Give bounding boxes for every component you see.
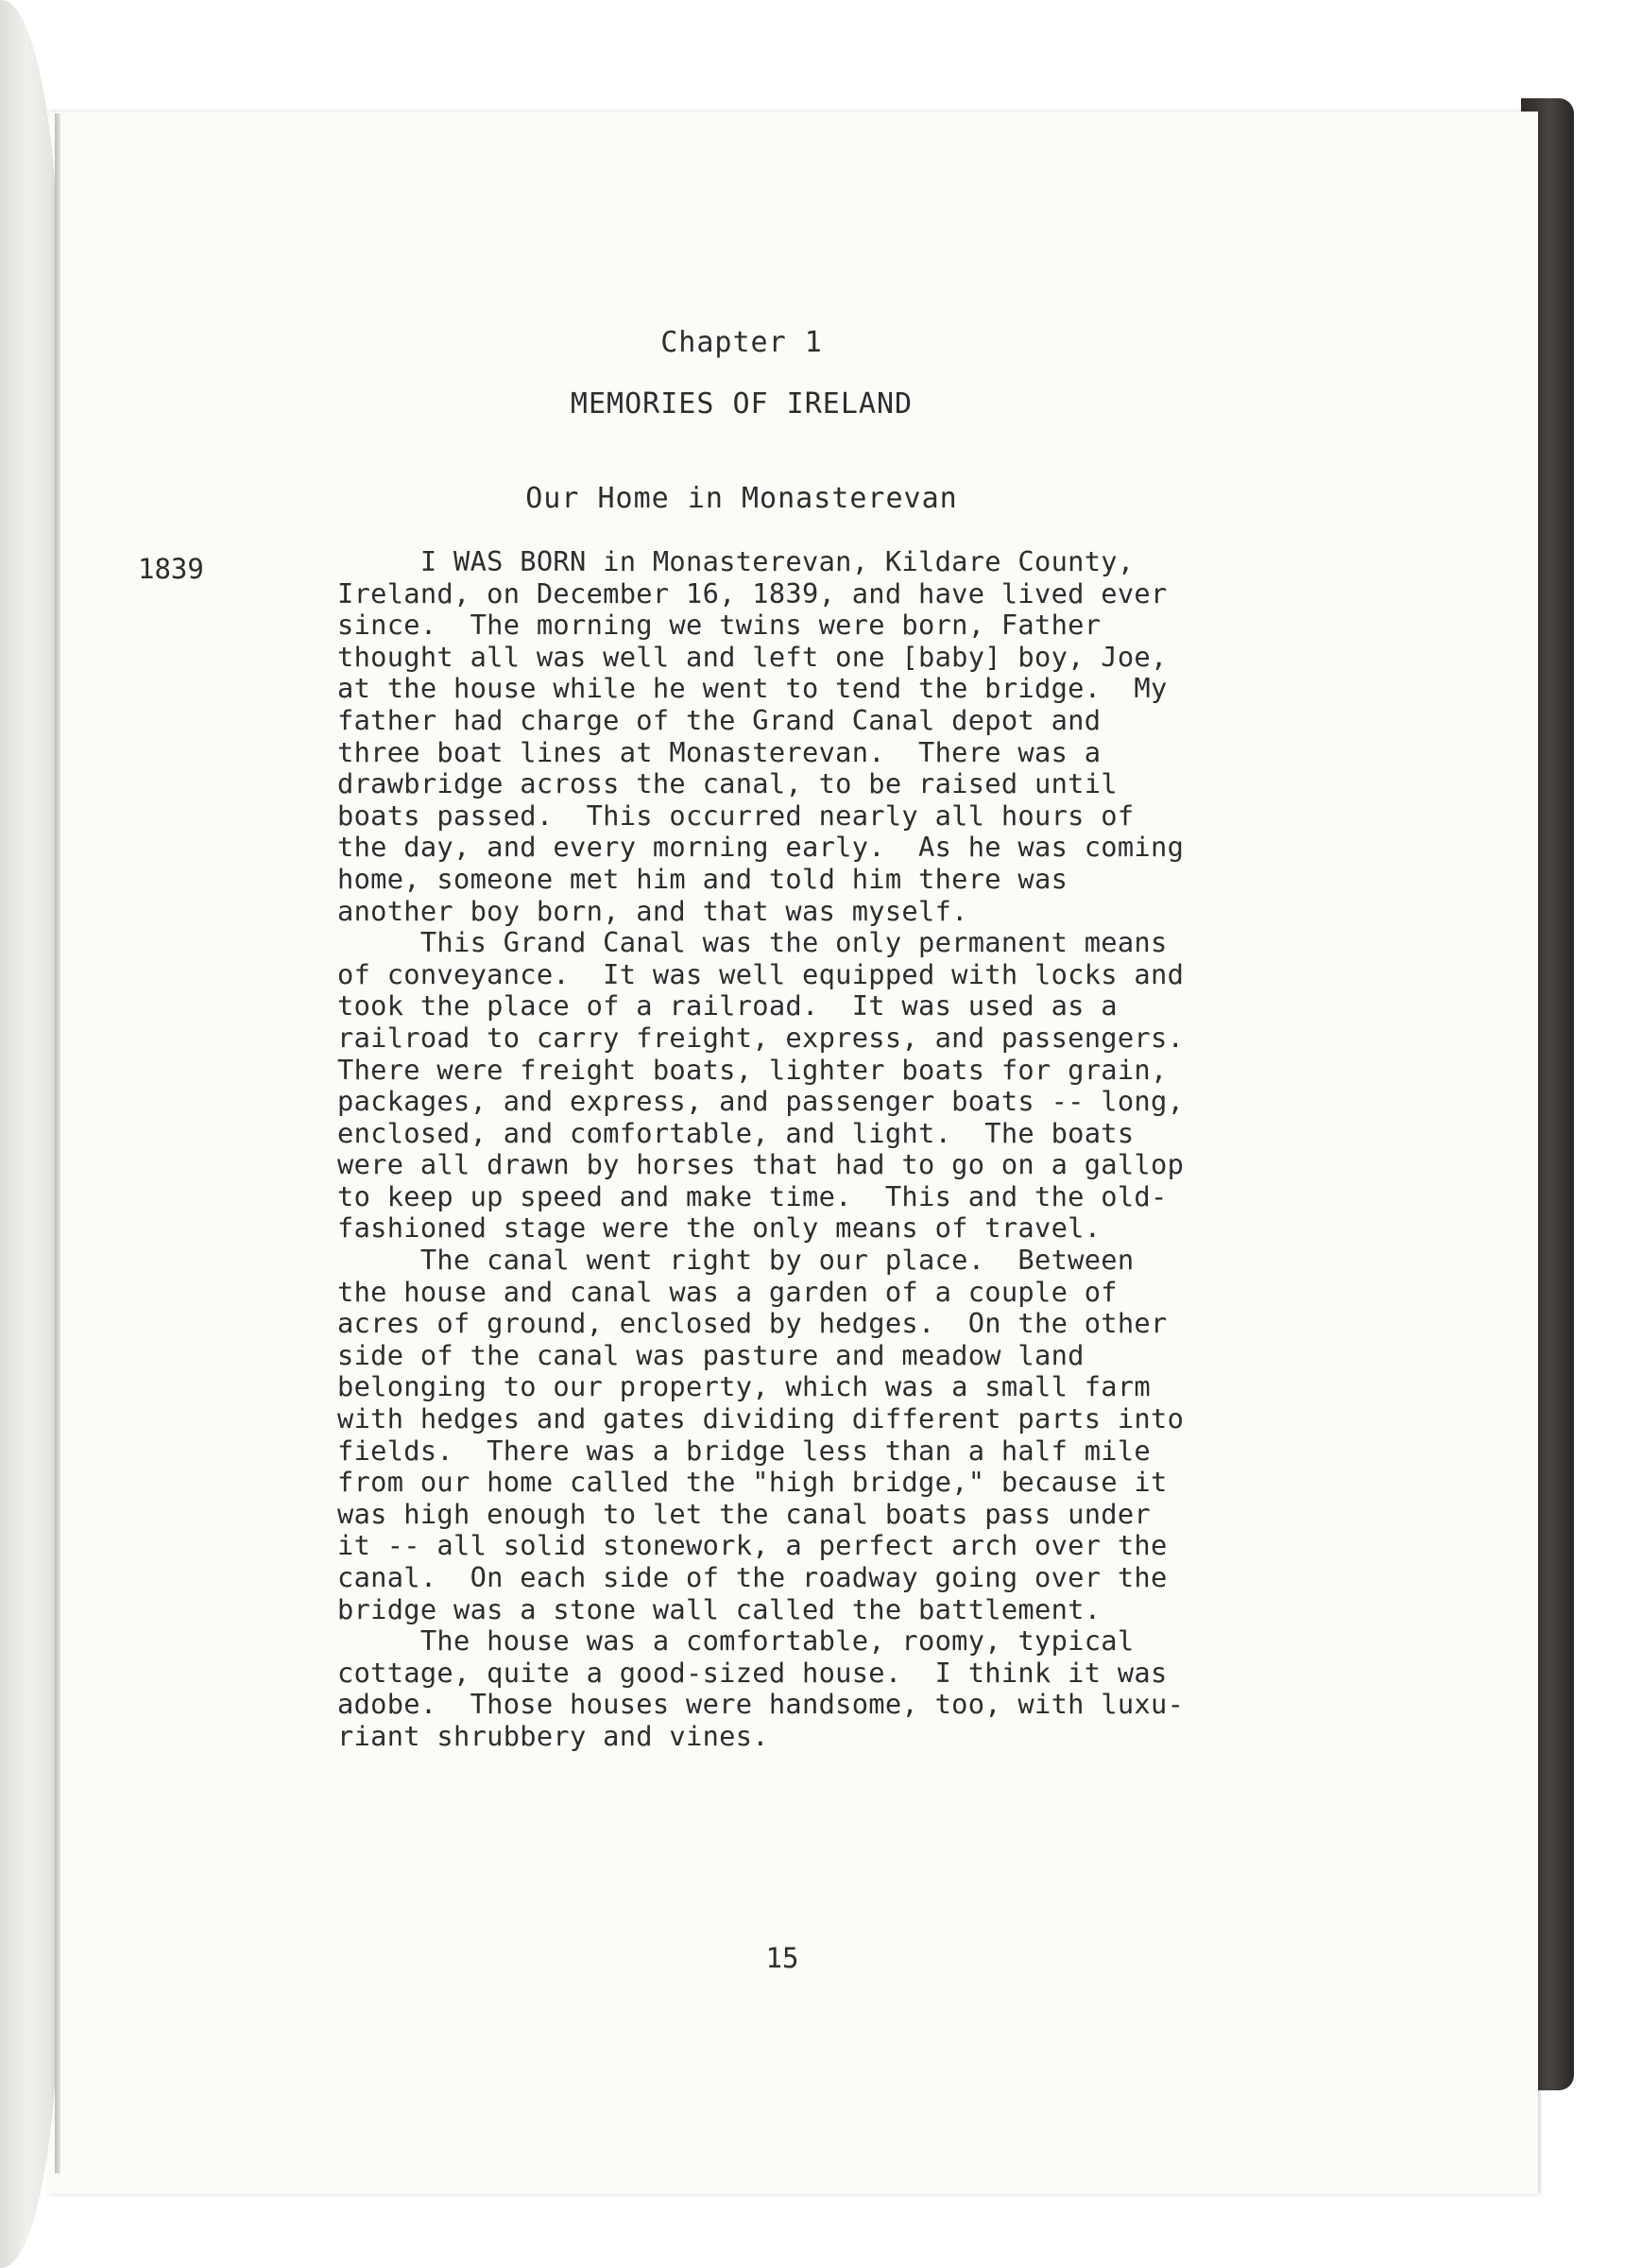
body-line: to keep up speed and make time. This and the old- [337, 1179, 1168, 1212]
body-line: The house was a comfortable, roomy, typical [337, 1624, 1135, 1658]
body-line: it -- all solid stonework, a perfect arch over the [337, 1529, 1168, 1562]
body-line: enclosed, and comfortable, and light. The boats [337, 1116, 1135, 1149]
body-line: belonging to our property, which was a small farm [337, 1370, 1151, 1403]
body-line: canal. On each side of the roadway going over the [337, 1561, 1168, 1593]
section-title: Our Home in Monasterevan [525, 482, 958, 515]
book-page [47, 112, 1538, 2194]
body-line: adobe. Those houses were handsome, too, with luxu- [337, 1688, 1185, 1721]
body-line: with hedges and gates dividing different parts into [337, 1402, 1185, 1435]
body-line: another boy born, and that was myself. [337, 894, 968, 927]
body-line: There were freight boats, lighter boats for grain, [337, 1053, 1168, 1086]
body-line: The canal went right by our place. Between [337, 1244, 1135, 1277]
body-line: fields. There was a bridge less than a half mile [337, 1434, 1151, 1467]
previous-page-edge [55, 113, 60, 2174]
body-line: Ireland, on December 16, 1839, and have lived ever [337, 576, 1168, 610]
body-line: acres of ground, enclosed by hedges. On the other [337, 1307, 1168, 1340]
body-line: fashioned stage were the only means of travel. [337, 1211, 1102, 1245]
page-number: 15 [765, 1942, 799, 1974]
body-line: side of the canal was pasture and meadow land [337, 1338, 1085, 1371]
body-line: took the place of a railroad. It was used as a [337, 989, 1118, 1022]
body-line: bridge was a stone wall called the battlement. [337, 1592, 1102, 1625]
body-text [337, 546, 1184, 1753]
body-line: boats passed. This occurred nearly all hours of [337, 799, 1135, 832]
margin-year-note: 1839 [138, 553, 204, 585]
body-line: three boat lines at Monasterevan. There was a [337, 735, 1102, 768]
body-line: thought all was well and left one [baby] boy, Joe, [337, 640, 1168, 673]
body-line: packages, and express, and passenger boats -- long, [337, 1085, 1185, 1118]
body-line: riant shrubbery and vines. [337, 1719, 769, 1752]
body-line: cottage, quite a good-sized house. I think it was [337, 1656, 1168, 1689]
previous-page-curl [0, 0, 59, 2268]
body-line: the house and canal was a garden of a couple of [337, 1275, 1118, 1308]
body-line: of conveyance. It was well equipped with locks and [337, 957, 1185, 990]
body-line: the day, and every morning early. As he was coming [337, 831, 1185, 864]
body-line: This Grand Canal was the only permanent means [337, 926, 1168, 959]
body-line: at the house while he went to tend the bridge. My [337, 672, 1168, 705]
body-line: from our home called the "high bridge," because it [337, 1466, 1168, 1499]
body-line: I WAS BORN in Monasterevan, Kildare County, [337, 545, 1135, 577]
body-line: railroad to carry freight, express, and passengers. [337, 1021, 1185, 1054]
body-line: was high enough to let the canal boats pass under [337, 1497, 1151, 1530]
body-line: father had charge of the Grand Canal depot and [337, 703, 1102, 736]
body-line: were all drawn by horses that had to go on a gallop [337, 1148, 1185, 1181]
chapter-label: Chapter 1 [660, 326, 823, 359]
body-line: drawbridge across the canal, to be raised until [337, 767, 1118, 800]
body-line: since. The morning we twins were born, Father [337, 609, 1102, 642]
body-line: home, someone met him and told him there was [337, 862, 1068, 895]
chapter-title: MEMORIES OF IRELAND [570, 387, 914, 421]
